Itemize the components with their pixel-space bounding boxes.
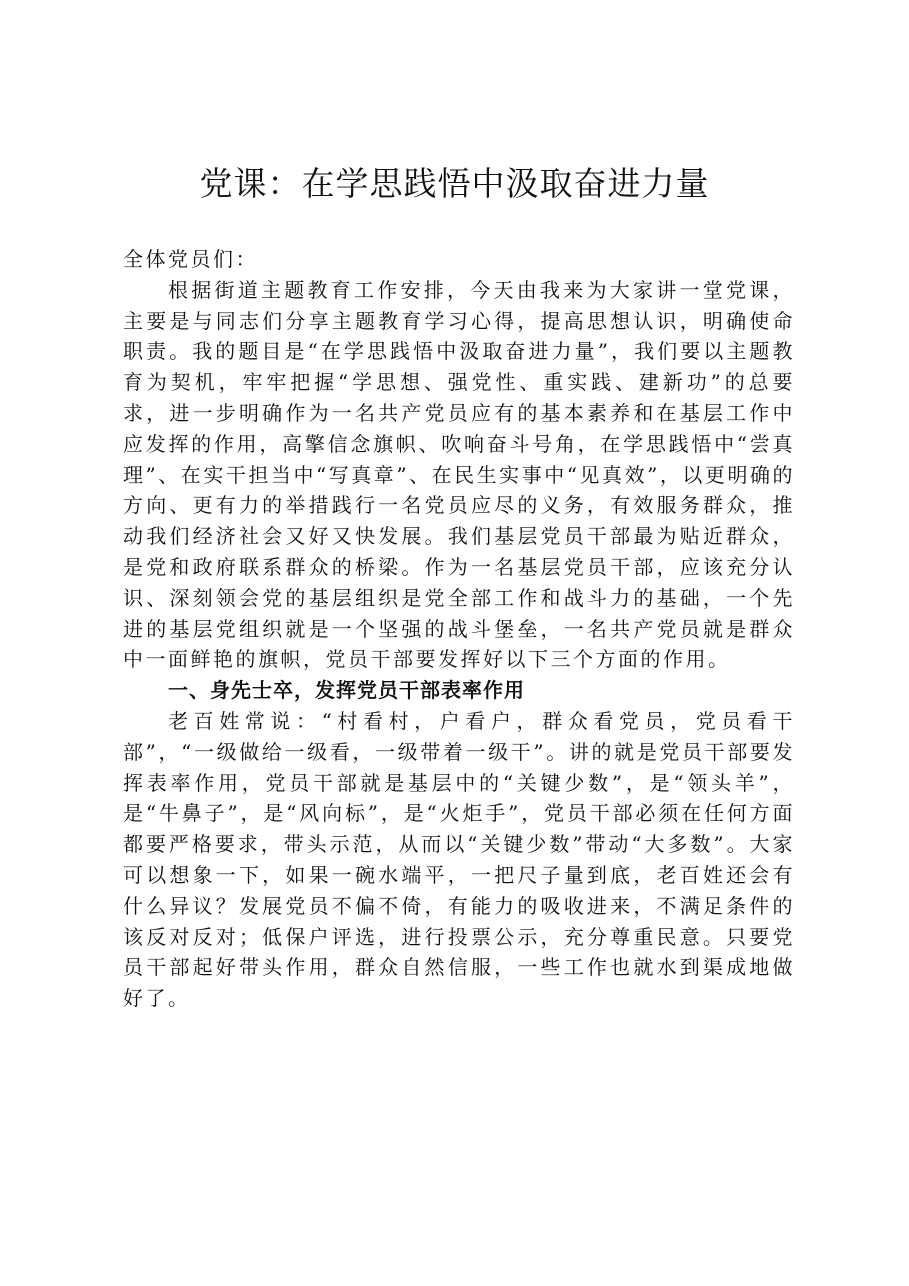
paragraph-intro: 根据街道主题教育工作安排，今天由我来为大家讲一堂党课，主要是与同志们分享主题教育学习心得，提高思想认识，明确使命职责。我的题目是“在学思践悟中汲取奋进力量”，我们要以主题教育为契机，牢牢把握“学思想、强党性、重实践、建新功”的总要求，进一步明确作为一名共产党员应有的基本素养和在基层工作中应发挥的作用，高擎信念旗帜、吹响奋斗号角，在学思践悟中“尝真理”、在实干担当中“写真章”、在民生实事中“见真效”，以更明确的方向、更有力的举措践行一名党员应尽的义务，有效服务群众，推动我们经济社会又好又快发展。我们基层党员干部最为贴近群众，是党和政府联系群众的桥梁。作为一名基层党员干部，应该充分认识、深刻领会党的基层组织是党全部工作和战斗力的基础，一个先进的基层党组织就是一个坚强的战斗堡垒，一名共产党员就是群众中一面鲜艳的旗帜，党员干部要发挥好以下三个方面的作用。 xyxy=(123,277,795,672)
document-body xyxy=(123,244,795,1014)
section-heading-1: 一、身先士卒，发挥党员干部表率作用 xyxy=(168,678,525,703)
salutation: 全体党员们： xyxy=(123,247,258,271)
document-title: 党课：在学思践悟中汲取奋进力量 xyxy=(199,164,710,203)
paragraph-section-1: 老百姓常说：“村看村，户看户，群众看党员，党员看干部”，“一级做给一级看，一级带着一级干”。讲的就是党员干部要发挥表率作用，党员干部就是基层中的“关键少数”，是“领头羊”，是“牛鼻子”，是“风向标”，是“火炬手”，党员干部必须在任何方面都要严格要求，带头示范，从而以“关键少数”带动“大多数”。大家可以想象一下，如果一碗水端平，一把尺子量到底，老百姓还会有什么异议？发展党员不偏不倚，有能力的吸收进来，不满足条件的该反对反对；低保户评选，进行投票公示，充分尊重民意。只要党员干部起好带头作用，群众自然信服，一些工作也就水到渠成地做好了。 xyxy=(123,708,795,1011)
